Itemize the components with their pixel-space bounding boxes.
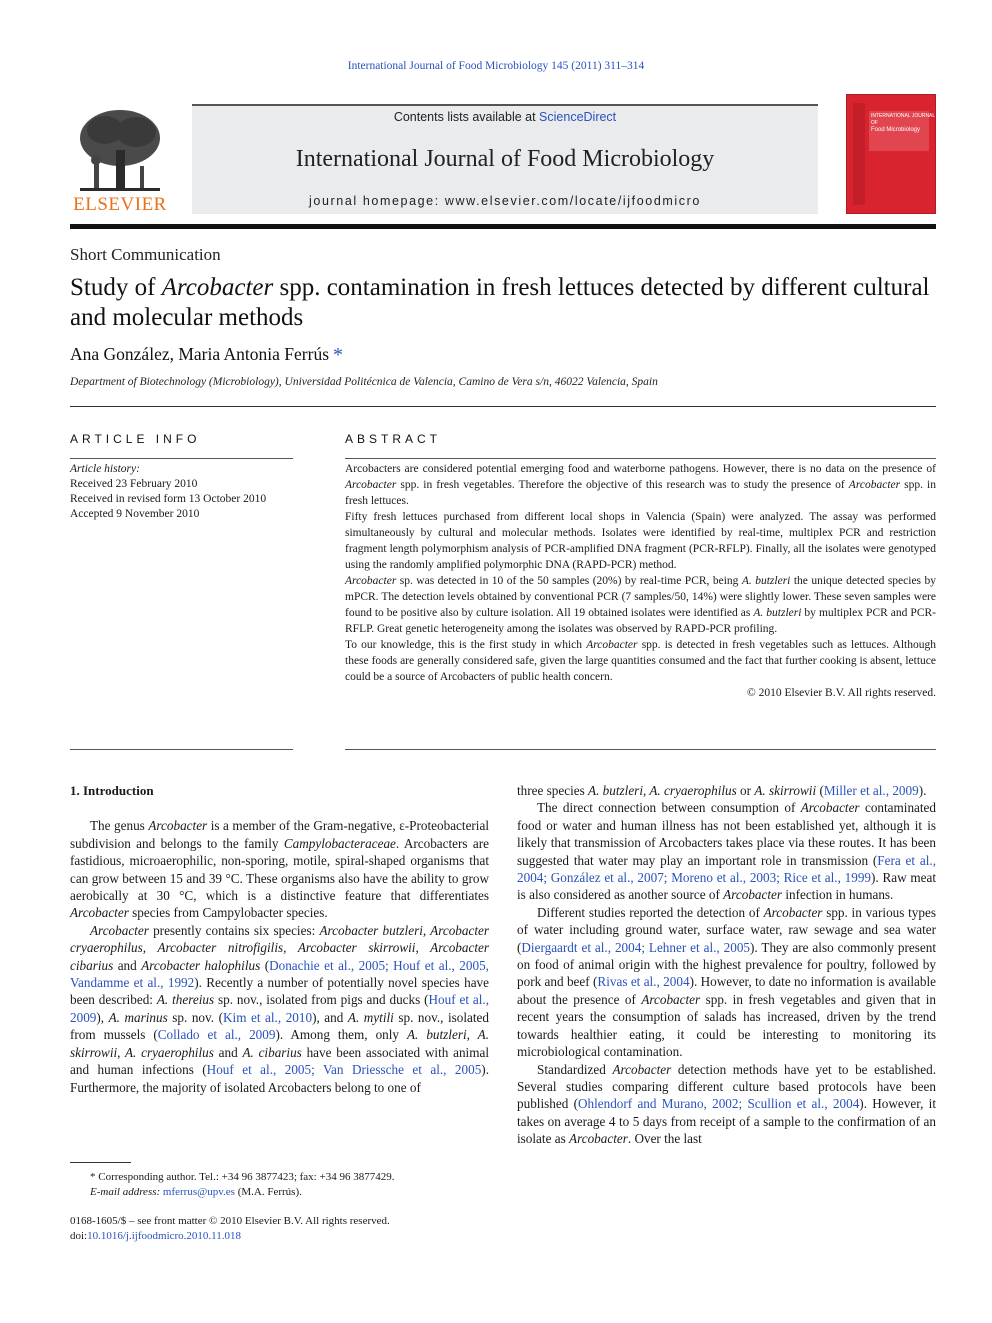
body-text: The genus bbox=[90, 818, 149, 834]
abstract-paragraph: To our knowledge, this is the first study in which Arcobacter spp. is detected in fresh vegetables such as lettuces. Although these foods are generally considered safe, given the large quantities consumed and the fact that further cooking is absent, lettuce could be a source of Arcobacters of public health concern. bbox=[345, 639, 937, 683]
body-text: infection in humans. bbox=[782, 887, 894, 903]
italic-term: Arcobacter bbox=[763, 904, 823, 920]
body-text: sp. nov., isolated from mussels ( bbox=[70, 1009, 490, 1043]
body-text: and bbox=[113, 957, 142, 973]
footnote-mark: * bbox=[90, 1171, 96, 1183]
body-text: contaminated food or water and human illness has not been established yet, although it is likely that transmission of Arcobacters takes place via these routes. It has been suggested that water may play an important role in transmission ( bbox=[517, 800, 936, 868]
body-paragraph bbox=[70, 817, 489, 921]
citation-link[interactable]: Fera et al., 2004; González et al., 2007; Moreno et al., 2003; Rice et al., 1999 bbox=[517, 852, 936, 886]
cover-title-main: Food Microbiology bbox=[871, 127, 921, 133]
citation-link[interactable]: Diergaardt et al., 2004; Lehner et al., 2005 bbox=[521, 939, 751, 955]
body-text: The direct connection between consumption of bbox=[537, 800, 801, 816]
doi-line bbox=[70, 1229, 490, 1244]
italic-term: Arcobacter bbox=[148, 818, 208, 834]
abstract-body bbox=[345, 461, 936, 701]
body-text: Different studies reported the detection of bbox=[537, 904, 764, 920]
body-text: Campylobacter bbox=[202, 905, 284, 921]
copyright-notice: © 2010 Elsevier B.V. All rights reserved. bbox=[747, 687, 936, 699]
italic-term: A. skirrowii bbox=[754, 783, 817, 798]
body-text: ). They are also commonly present on food of animal origin with the highest prevalence for poultry, followed by pork and beef ( bbox=[517, 939, 936, 990]
body-text: species. bbox=[283, 905, 328, 921]
accepted-date: Accepted 9 November 2010 bbox=[70, 508, 200, 520]
front-matter bbox=[70, 1214, 490, 1244]
italic-term: A. butzleri, A. cryaerophilus bbox=[588, 783, 737, 798]
body-text: ). Raw meat is also considered as another source of bbox=[517, 870, 936, 903]
body-paragraph bbox=[517, 782, 936, 799]
body-text: ). However, it takes on average 4 to 5 days from receipt of a sample to the confirmation of an isolate as bbox=[517, 1096, 936, 1147]
article-title bbox=[70, 273, 950, 333]
title-pre: Study of bbox=[70, 274, 162, 301]
body-text: sp. nov. ( bbox=[167, 1009, 223, 1025]
journal-citation[interactable]: International Journal of Food Microbiology 145 (2011) 311–314 bbox=[347, 60, 645, 72]
divider bbox=[345, 458, 936, 459]
article-history bbox=[70, 462, 293, 522]
body-text: . Over the last bbox=[627, 1131, 702, 1147]
received-date: Received 23 February 2010 bbox=[70, 478, 198, 490]
article-info-heading: ARTICLE INFO bbox=[70, 432, 201, 446]
body-text: ). Among them, only bbox=[275, 1027, 407, 1043]
journal-cover-thumbnail[interactable] bbox=[846, 94, 936, 214]
divider bbox=[70, 749, 293, 750]
header-rule bbox=[70, 224, 936, 229]
email-label: E-mail address: bbox=[90, 1186, 163, 1198]
body-text: Standardized bbox=[537, 1061, 613, 1077]
divider bbox=[70, 406, 936, 407]
body-text: ( bbox=[816, 783, 824, 798]
contents-prefix: Contents lists available at bbox=[393, 110, 540, 124]
cover-stripe bbox=[853, 103, 865, 205]
author-names: Ana González, Maria Antonia Ferrús bbox=[70, 344, 330, 364]
body-text: ), and bbox=[312, 1009, 348, 1025]
body-text: ). Recently a number of potentially novel species have been described: bbox=[70, 975, 489, 1008]
divider bbox=[70, 458, 293, 459]
author-list bbox=[70, 344, 343, 367]
section-heading-introduction: 1. Introduction bbox=[70, 783, 154, 798]
body-paragraph bbox=[517, 1061, 936, 1148]
body-text: ), bbox=[96, 1009, 109, 1025]
citation-link[interactable]: Donachie et al., 2005; Houf et al., 2005, Vandamme et al., 1992 bbox=[70, 957, 489, 991]
body-text: detection methods have yet to be established. Several studies comparing different culture based protocols have been published ( bbox=[517, 1061, 937, 1112]
body-paragraph bbox=[517, 799, 936, 903]
cover-title-small: INTERNATIONAL JOURNAL OF bbox=[871, 113, 935, 126]
doi-link[interactable]: 10.1016/j.ijfoodmicro.2010.11.018 bbox=[87, 1230, 242, 1242]
body-text: three species bbox=[517, 783, 589, 798]
italic-term: Arcobacter bbox=[800, 800, 860, 816]
body-text: presently contains six species: bbox=[148, 922, 320, 938]
email-suffix: (M.A. Ferrús). bbox=[234, 1186, 302, 1198]
citation-link[interactable]: Rivas et al., 2004 bbox=[597, 974, 690, 990]
history-title: Article history: bbox=[70, 463, 140, 475]
italic-term: Arcobacter bbox=[90, 922, 149, 938]
footnote-rule bbox=[70, 1162, 131, 1163]
homepage-prefix: journal homepage: bbox=[309, 194, 445, 208]
doi-label: doi: bbox=[70, 1230, 88, 1242]
italic-term: A. cibarius bbox=[242, 1044, 302, 1060]
homepage-link[interactable]: www.elsevier.com/locate/ijfoodmicro bbox=[444, 194, 701, 208]
citation-link[interactable]: Houf et al., 2005; Van Driessche et al., 2005 bbox=[206, 1062, 482, 1078]
body-text: spp. in fresh vegetables and given that in recent years the consumption of salads has increased, driven by the trend towards healthier eating, it could be interesting to monitoring its microbiological contamination. bbox=[517, 991, 936, 1060]
journal-name: International Journal of Food Microbiology bbox=[295, 146, 715, 172]
cover-title bbox=[871, 113, 935, 134]
italic-term: A. marinus bbox=[108, 1009, 168, 1025]
italic-term: Campylobacteraceae bbox=[283, 835, 396, 851]
contents-line bbox=[192, 110, 818, 124]
sciencedirect-link[interactable]: ScienceDirect bbox=[539, 110, 617, 124]
italic-term: A. thereius bbox=[156, 992, 215, 1008]
body-text: ). Furthermore, the majority of isolated Arcobacters belong to one of bbox=[70, 1062, 489, 1095]
revised-date: Received in revised form 13 October 2010 bbox=[70, 493, 267, 505]
body-text: ( bbox=[260, 957, 270, 973]
abstract-heading: ABSTRACT bbox=[345, 432, 442, 446]
article-type: Short Communication bbox=[70, 245, 221, 264]
issn-line: 0168-1605/$ – see front matter © 2010 Elsevier B.V. All rights reserved. bbox=[70, 1215, 390, 1227]
elsevier-wordmark: ELSEVIER bbox=[73, 194, 167, 215]
citation-link[interactable]: Houf et al., 2009 bbox=[70, 992, 490, 1025]
body-text: have been associated with animal and human infections ( bbox=[70, 1044, 489, 1078]
journal-homepage bbox=[192, 194, 818, 208]
corresponding-author-text: Corresponding author. Tel.: +34 96 3877423; fax: +34 96 3877429. bbox=[95, 1171, 395, 1183]
citation-link[interactable]: Miller et al., 2009 bbox=[823, 783, 919, 798]
body-paragraph bbox=[70, 922, 489, 1096]
body-text: species from bbox=[128, 905, 203, 921]
abstract-paragraph: Arcobacters are considered potential emerging food and waterborne pathogens. However, there is no data on the presence of Arcobacter spp. in fresh vegetables. Therefore the objective of this research was to study the presence of Arcobacter spp. in fresh lettuces. bbox=[345, 463, 937, 507]
italic-term: Arcobacter halophilus bbox=[141, 957, 261, 973]
email-line bbox=[70, 1185, 490, 1200]
footnote bbox=[70, 1170, 490, 1200]
corresponding-author-mark[interactable]: * bbox=[333, 344, 344, 366]
body-text: ). However, to date no information is available about the presence of bbox=[517, 974, 936, 1007]
journal-header bbox=[70, 94, 936, 216]
italic-term: Arcobacter bbox=[723, 887, 783, 903]
body-text: and bbox=[213, 1044, 243, 1060]
body-text: or bbox=[736, 783, 755, 798]
italic-term: Arcobacter bbox=[569, 1131, 628, 1147]
italic-term: Arcobacter bbox=[641, 991, 701, 1007]
body-text: spp. in various types of water including ground water, surface water, raw sewage and sea water ( bbox=[517, 904, 936, 955]
italic-term: Arcobacter butzleri, Arcobacter cryaerophilus, Arcobacter nitrofigilis, Arcobacter skirrowii, Arcobacter cibarius bbox=[70, 922, 489, 973]
citation-link[interactable]: Ohlendorf and Murano, 2002; Scullion et al., 2004 bbox=[577, 1096, 860, 1112]
header-band bbox=[192, 104, 818, 214]
italic-term: Arcobacter bbox=[612, 1061, 672, 1077]
italic-term: A. butzleri, A. skirrowii, A. cryaerophilus bbox=[70, 1027, 490, 1060]
divider bbox=[345, 749, 936, 750]
left-column bbox=[70, 782, 489, 1096]
citation-link[interactable]: Kim et al., 2010 bbox=[223, 1009, 313, 1025]
body-text: is a member of the Gram-negative, ε-Proteobacterial subdivision and belongs to the family bbox=[70, 818, 489, 851]
title-post: spp. contamination in fresh lettuces detected by different cultural and molecular methods bbox=[70, 274, 930, 331]
abstract-paragraph: Fifty fresh lettuces purchased from different local shops in Valencia (Spain) were analyzed. The assay was performed simultaneously by cultural and molecular methods. Isolates were identified by real-time, multiplex PCR and restriction fragment length polymorphism analysis of PCR-amplified DNA fragment (PCR-RFLP). Finally, all the isolates were genotyped using the randomly amplified polymorphic DNA (RAPD-PCR) method. bbox=[345, 511, 936, 571]
right-column bbox=[517, 782, 936, 1148]
italic-term: A. mytili bbox=[347, 1009, 394, 1025]
email-link[interactable]: mferrus@upv.es bbox=[162, 1186, 235, 1198]
abstract-paragraph: Arcobacter sp. was detected in 10 of the 50 samples (20%) by real-time PCR, being A. butzleri the unique detected species by mPCR. The detection levels obtained by conventional PCR (7 samples/50, 14%) were slightly lower. These seven samples were found to be positive also by culture isolation. All 19 obtained isolates were identified as A. butzleri by multiplex PCR and PCR-RFLP. Great genetic heterogeneity among the isolates was observed by RAPD-PCR profiling. bbox=[345, 575, 936, 635]
italic-term: Arcobacter bbox=[70, 905, 129, 921]
citation-link[interactable]: Collado et al., 2009 bbox=[157, 1027, 276, 1043]
body-text: . Arcobacters are fastidious, microaerophilic, non-sporing, motile, spiral-shaped organisms that can grow between 15 and 39 °C. These organisms also have the ability to grow aerobically at 30 °C, which is a distinctive feature that differentiates bbox=[70, 835, 489, 904]
body-paragraph bbox=[517, 904, 936, 1061]
affiliation: Department of Biotechnology (Microbiology), Universidad Politécnica de Valencia, Camino de Vera s/n, 46022 Valencia, Spain bbox=[70, 376, 658, 388]
corresponding-author-note bbox=[70, 1170, 490, 1185]
title-italic: Arcobacter bbox=[161, 274, 274, 301]
body-text: sp. nov., isolated from pigs and ducks ( bbox=[214, 992, 429, 1008]
body-text: ). bbox=[918, 783, 927, 798]
